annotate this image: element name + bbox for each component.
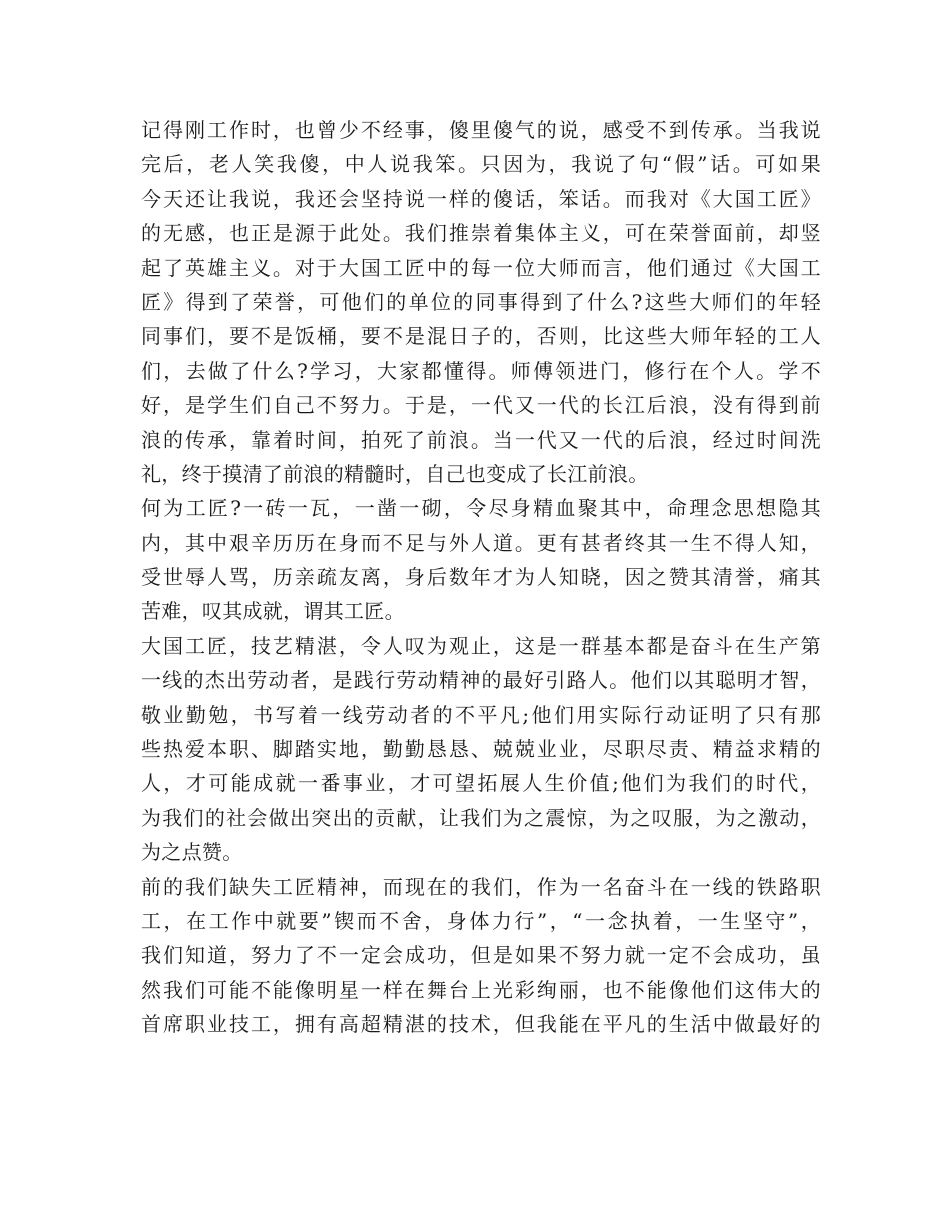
text-line: 记得刚工作时，也曾少不经事，傻里傻气的说，感受不到传承。当我说 (141, 118, 821, 142)
text-line: 为之点赞。 (141, 840, 243, 865)
text-line: 何为工匠?一砖一瓦，一凿一砌，令尽身精血聚其中，命理念思想隐其 (141, 496, 821, 521)
text-line: 敬业勤勉，书写着一线劳动者的不平凡;他们用实际行动证明了只有那 (141, 702, 821, 727)
text-line: 首席职业技工，拥有高超精湛的技术，但我能在平凡的生活中做最好的 (141, 1012, 821, 1037)
text-line: 完后，老人笑我傻，中人说我笨。只因为，我说了句“假”话。可如果 (141, 152, 821, 177)
text-line: 同事们，要不是饭桶，要不是混日子的，否则，比这些大师年轻的工人 (141, 324, 821, 349)
text-line: 礼，终于摸清了前浪的精髓时，自己也变成了长江前浪。 (141, 461, 649, 486)
text-line: 内，其中艰辛历历在身而不足与外人道。更有甚者终其一生不得人知， (141, 530, 821, 555)
text-line: 前的我们缺失工匠精神，而现在的我们，作为一名奋斗在一线的铁路职 (141, 874, 821, 899)
text-line: 一线的杰出劳动者，是践行劳动精神的最好引路人。他们以其聪明才智， (141, 668, 821, 693)
text-line: 起了英雄主义。对于大国工匠中的每一位大师而言，他们通过《大国工 (141, 255, 821, 280)
text-line: 我们知道，努力了不一定会成功，但是如果不努力就一定不会成功，虽 (141, 943, 821, 968)
text-line: 工，在工作中就要”锲而不舍，身体力行”，“一念执着，一生坚守”， (141, 908, 821, 933)
document-body (141, 113, 821, 1042)
text-line: 们，去做了什么?学习，大家都懂得。师傅领进门，修行在个人。学不 (141, 358, 821, 383)
text-line: 的无感，也正是源于此处。我们推崇着集体主义，可在荣誉面前，却竖 (141, 221, 821, 246)
text-line: 苦难，叹其成就，谓其工匠。 (141, 599, 405, 624)
text-line: 些热爱本职、脚踏实地，勤勤恳恳、兢兢业业，尽职尽责、精益求精的 (141, 737, 821, 762)
text-line: 受世辱人骂，历亲疏友离，身后数年才为人知晓，因之赞其清誉，痛其 (141, 565, 821, 590)
text-line: 大国工匠，技艺精湛，令人叹为观止，这是一群基本都是奋斗在生产第 (141, 633, 821, 658)
text-line: 为我们的社会做出突出的贡献，让我们为之震惊，为之叹服，为之激动， (141, 805, 821, 830)
text-line: 今天还让我说，我还会坚持说一样的傻话，笨话。而我对《大国工匠》 (141, 186, 821, 211)
text-line: 好，是学生们自己不努力。于是，一代又一代的长江后浪，没有得到前 (141, 393, 821, 418)
text-line: 浪的传承，靠着时间，拍死了前浪。当一代又一代的后浪，经过时间洗 (141, 427, 821, 452)
text-line: 然我们可能不能像明星一样在舞台上光彩绚丽，也不能像他们这伟大的 (141, 977, 821, 1002)
text-line: 人，才可能成就一番事业，才可望拓展人生价值;他们为我们的时代， (141, 771, 821, 796)
text-line: 匠》得到了荣誉，可他们的单位的同事得到了什么?这些大师们的年轻 (141, 289, 821, 314)
